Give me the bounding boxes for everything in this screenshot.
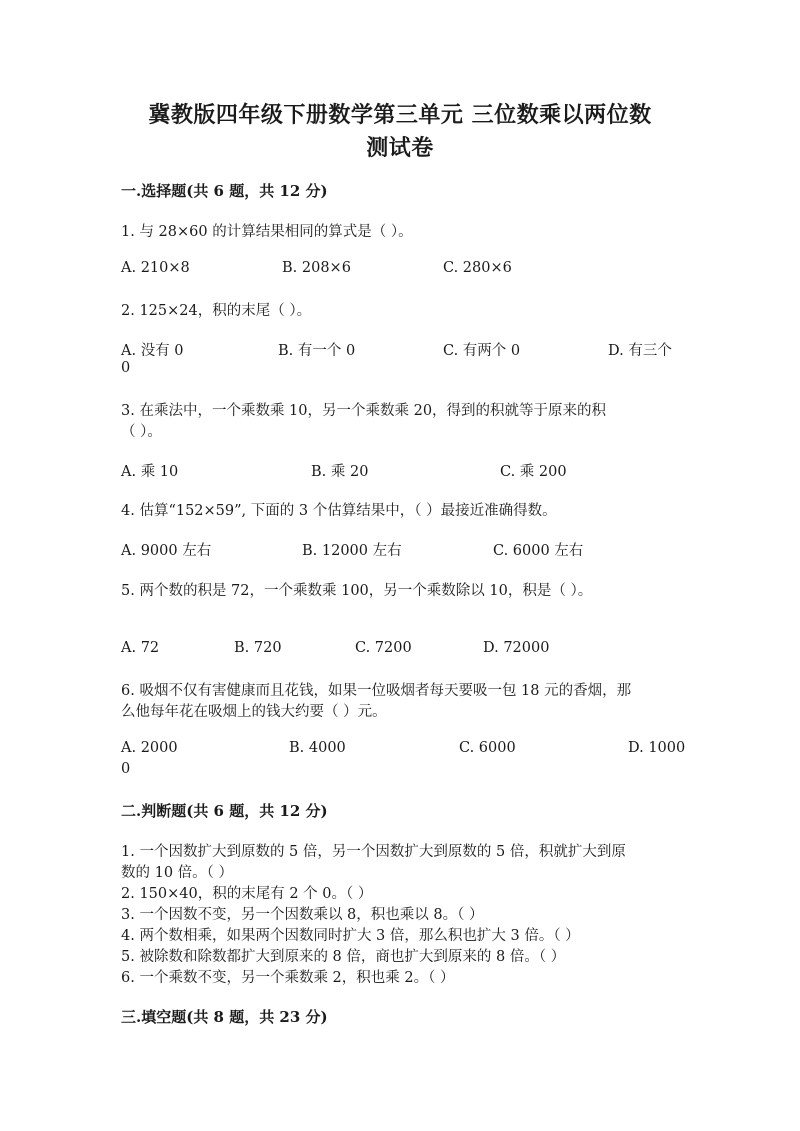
q6-option-a: A. 2000 (121, 740, 178, 756)
question-4-text: 4. 估算“152×59”, 下面的 3 个估算结果中，（ ）最接近准确得数。 (121, 503, 557, 519)
section-heading-fill-in: 三.填空题(共 8 题，共 23 分) (121, 1008, 328, 1026)
q3-option-a: A. 乘 10 (121, 464, 179, 480)
judgement-item: 6. 一个乘数不变，另一个乘数乘 2，积也乘 2。（ ） (121, 970, 455, 986)
exam-title-line1: 冀教版四年级下册数学第三单元 三位数乘以两位数 (148, 102, 652, 128)
q1-option-a: A. 210×8 (121, 260, 190, 276)
q5-option-c: C. 7200 (355, 640, 412, 656)
judgement-item: 数的 10 倍。（ ） (121, 865, 234, 881)
judgement-item: 5. 被除数和除数都扩大到原来的 8 倍，商也扩大到原来的 8 倍。（ ） (121, 949, 566, 965)
q2-option-d: D. 有三个 (608, 343, 672, 359)
q5-option-b: B. 720 (234, 640, 282, 656)
question-1-text: 1. 与 28×60 的计算结果相同的算式是（ ）。 (121, 224, 413, 240)
exam-title-line2: 测试卷 (366, 135, 434, 161)
judgement-item: 2. 150×40，积的末尾有 2 个 0。（ ） (121, 886, 373, 902)
q3-option-c: C. 乘 200 (500, 464, 567, 480)
q6-option-d: D. 1000 (628, 740, 686, 756)
judgement-item: 3. 一个因数不变，另一个因数乘以 8，积也乘以 8。（ ） (121, 907, 484, 923)
question-3-text-line2: （ ）。 (121, 424, 162, 440)
q5-option-d: D. 72000 (483, 640, 550, 656)
question-6-text-line2: 么他每年花在吸烟上的钱大约要（ ）元。 (121, 704, 387, 720)
judgement-item: 4. 两个数相乘，如果两个因数同时扩大 3 倍，那么积也扩大 3 倍。（ ） (121, 928, 580, 944)
q5-option-a: A. 72 (121, 640, 160, 656)
q2-option-a: A. 没有 0 (121, 343, 184, 359)
q6-option-d-wrap: 0 (121, 761, 131, 777)
question-6-text-line1: 6. 吸烟不仅有害健康而且花钱，如果一位吸烟者每天要吸一包 18 元的香烟，那 (121, 683, 632, 699)
q2-option-b: B. 有一个 0 (278, 343, 356, 359)
question-3-text-line1: 3. 在乘法中，一个乘数乘 10，另一个乘数乘 20，得到的积就等于原来的积 (121, 403, 607, 419)
q1-option-c: C. 280×6 (443, 260, 512, 276)
q6-option-c: C. 6000 (459, 740, 516, 756)
question-2-text: 2. 125×24，积的末尾（ ）。 (121, 303, 312, 319)
q2-option-d-wrap: 0 (121, 360, 131, 376)
q4-option-a: A. 9000 左右 (121, 543, 212, 559)
q3-option-b: B. 乘 20 (311, 464, 369, 480)
judgement-item: 1. 一个因数扩大到原数的 5 倍，另一个因数扩大到原数的 5 倍，积就扩大到原 (121, 844, 626, 860)
question-5-text: 5. 两个数的积是 72，一个乘数乘 100，另一个乘数除以 10，积是（ ）。 (121, 583, 593, 599)
q2-option-c: C. 有两个 0 (443, 343, 521, 359)
section-heading-judgement: 二.判断题(共 6 题，共 12 分) (121, 802, 328, 820)
q4-option-b: B. 12000 左右 (302, 543, 402, 559)
q6-option-b: B. 4000 (289, 740, 346, 756)
section-heading-choice: 一.选择题(共 6 题，共 12 分) (121, 182, 328, 200)
q4-option-c: C. 6000 左右 (493, 543, 584, 559)
q1-option-b: B. 208×6 (282, 260, 351, 276)
